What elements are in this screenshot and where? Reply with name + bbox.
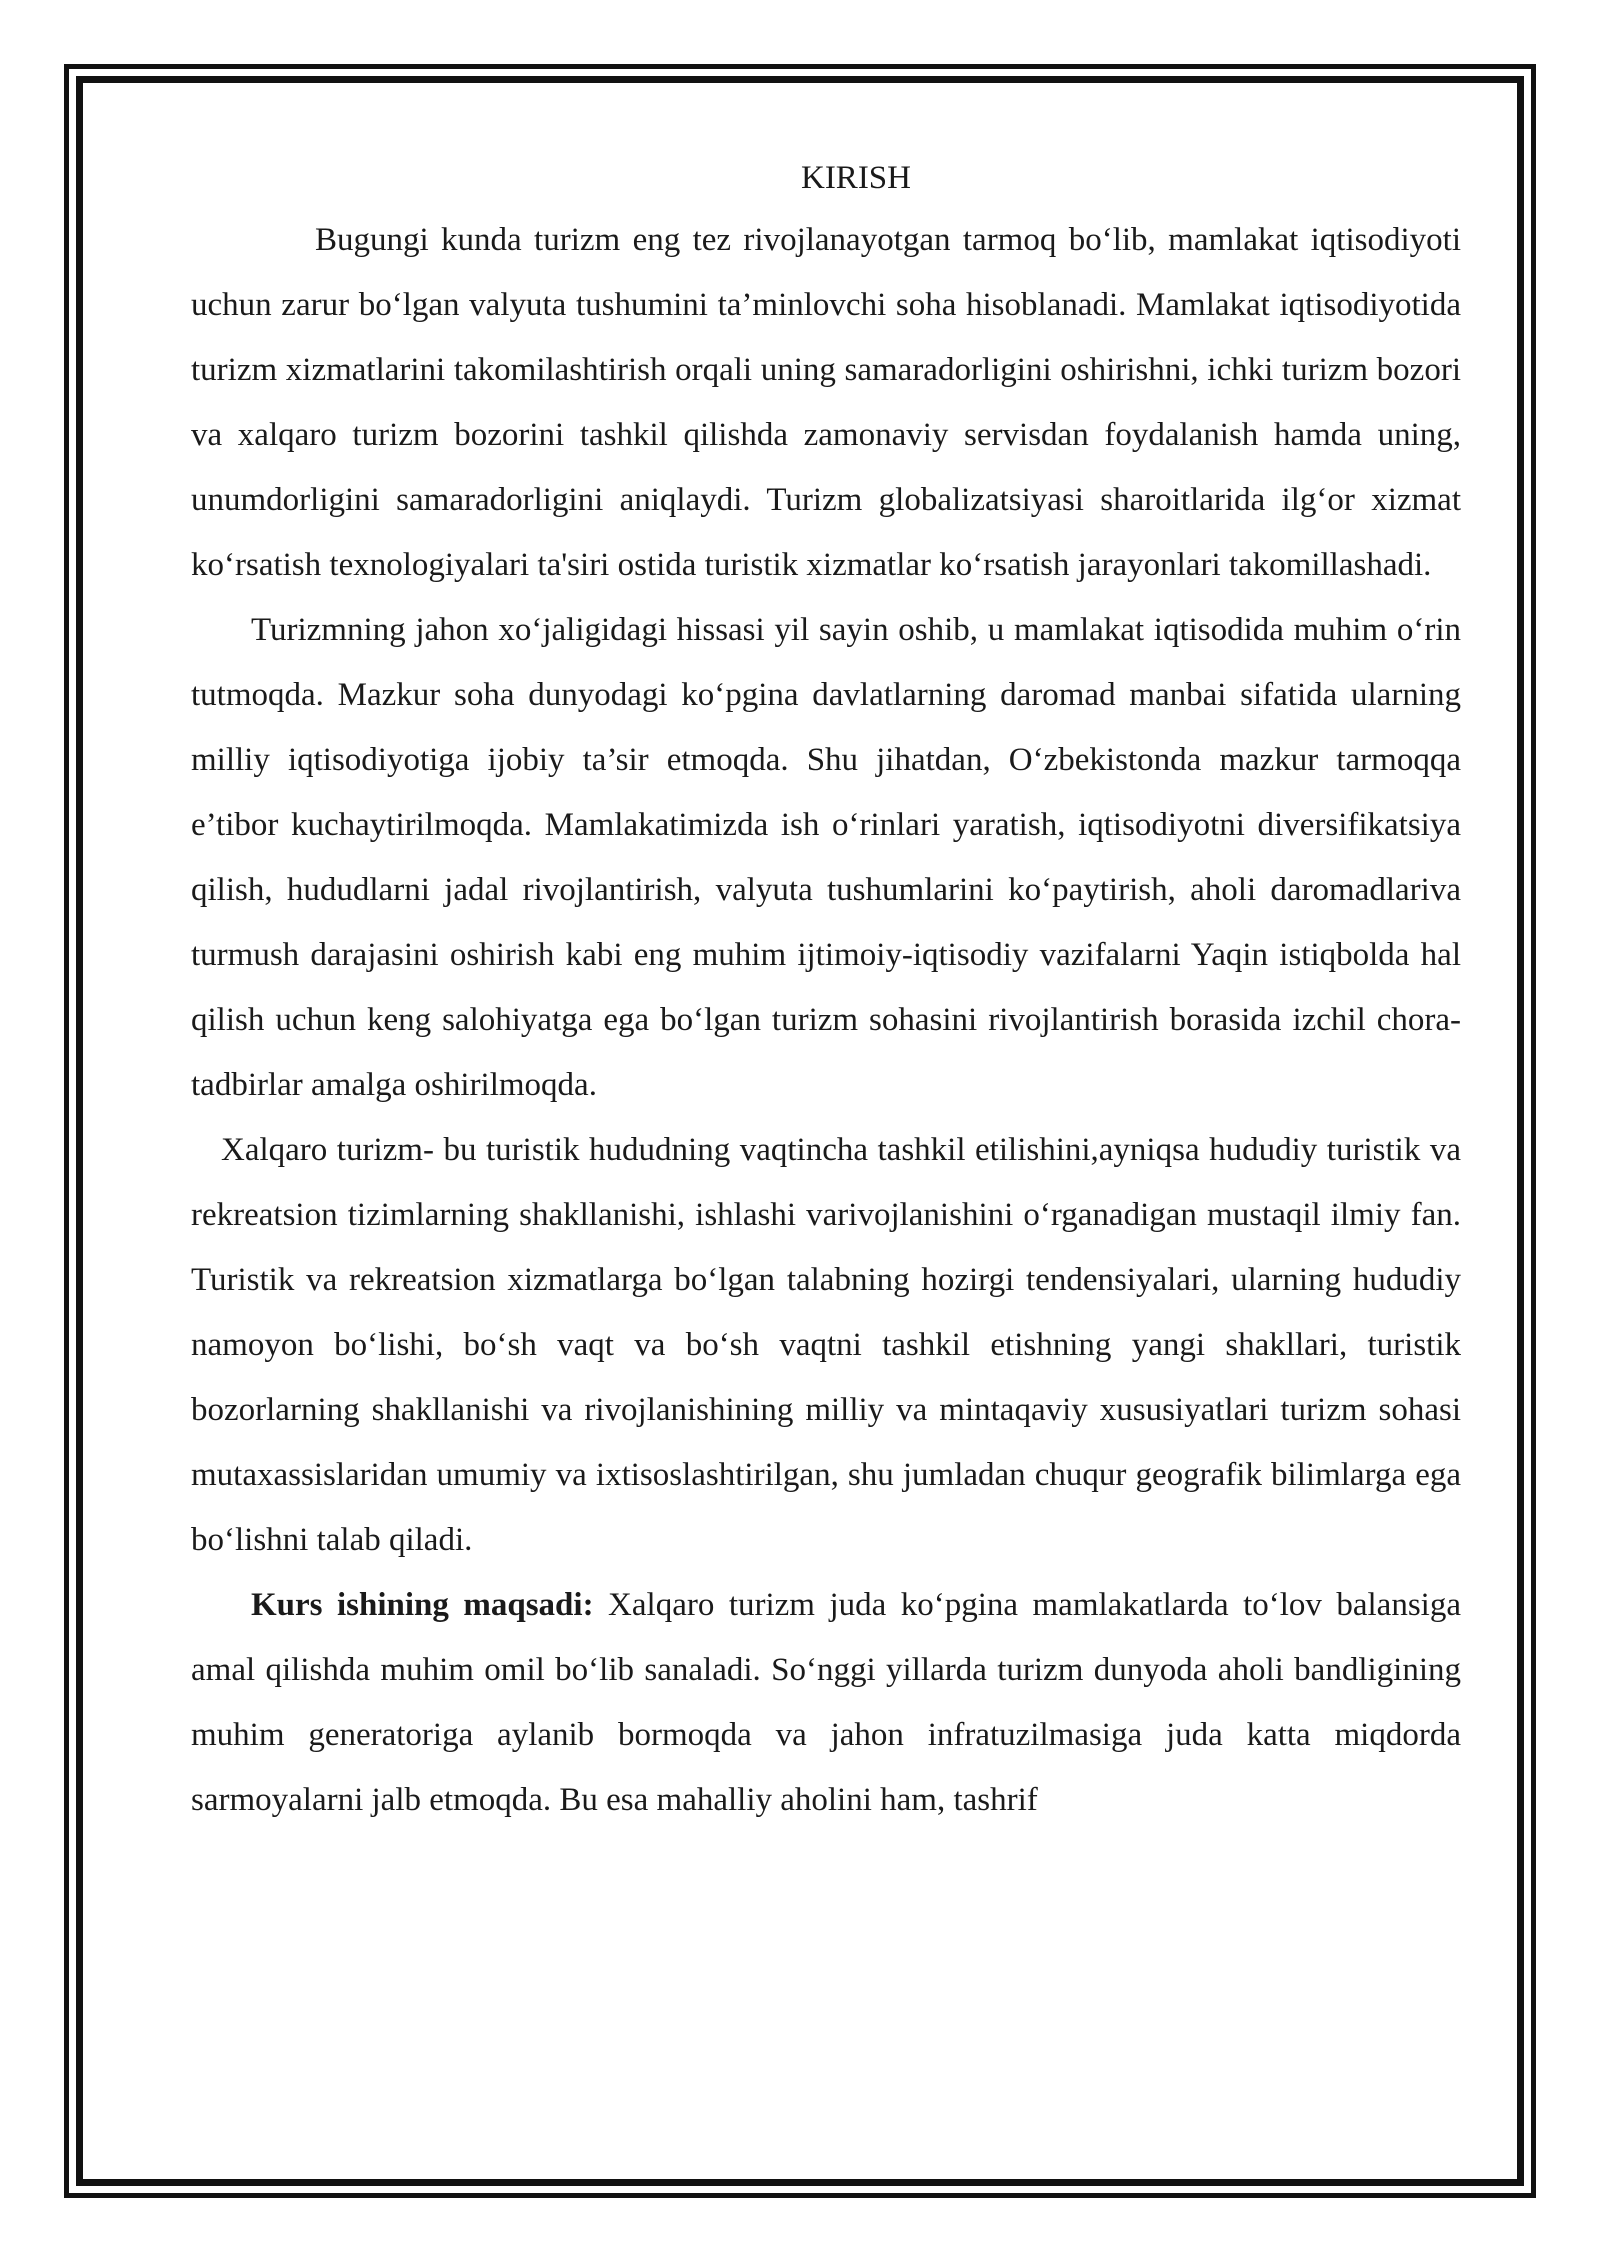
- course-goal-text: Xalqaro turizm juda ko‘pgina mamlakatlarda to‘lov balansiga amal qilishda muhim omil bo‘lib sanaladi. So‘nggi yillarda turizm dunyoda aholi bandligining muhim generatoriga aylanib bormoqda va jahon infratuzilmasiga juda katta miqdorda sarmoyalarni jalb etmoqda. Bu esa mahalliy aholini ham, tashrif: [191, 1587, 1461, 1818]
- course-goal-label: Kurs ishining maqsadi:: [251, 1587, 594, 1623]
- paragraph-2: Turizmning jahon xo‘jaligidagi hissasi yil sayin oshib, u mamlakat iqtisodida muhim o‘rin tutmoqda. Mazkur soha dunyodagi ko‘pgina davlatlarning daromad manbai sifatida ularning milliy iqtisodiyotiga ijobiy ta’sir etmoqda. Shu jihatdan, O‘zbekistonda mazkur tarmoqqa e’tibor kuchaytirilmoqda. Mamlakatimizda ish o‘rinlari yaratish, iqtisodiyotni diversifikatsiya qilish, hududlarni jadal rivojlantirish, valyuta tushumlarini ko‘paytirish, aholi daromadlariva turmush darajasini oshirish kabi eng muhim ijtimoiy-iqtisodiy vazifalarni Yaqin istiqbolda hal qilish uchun keng salohiyatga ega bo‘lgan turizm sohasini rivojlantirish borasida izchil chora-tadbirlar amalga oshirilmoqda.: [191, 612, 1461, 1103]
- paragraph-3: Xalqaro turizm- bu turistik hududning vaqtincha tashkil etilishini,ayniqsa hududiy turistik va rekreatsion tizimlarning shakllanishi, ishlashi varivojlanishini o‘rganadigan mustaqil ilmiy fan. Turistik va rekreatsion xizmatlarga bo‘lgan talabning hozirgi tendensiyalari, ularning hududiy namoyon bo‘lishi, bo‘sh vaqt va bo‘sh vaqtni tashkil etishning yangi shakllari, turistik bozorlarning shakllanishi va rivojlanishining milliy va mintaqaviy xususiyatlari turizm sohasi mutaxassislaridan umumiy va ixtisoslashtirilgan, shu jumladan chuqur geografik bilimlarga ega bo‘lishni talab qiladi.: [191, 1132, 1461, 1558]
- document-title: KIRISH: [800, 160, 911, 196]
- paragraph-1: Bugungi kunda turizm eng tez rivojlanayotgan tarmoq bo‘lib, mamlakat iqtisodiyoti uchun zarur bo‘lgan valyuta tushumini ta’minlovchi soha hisoblanadi. Mamlakat iqtisodiyotida turizm xizmatlarini takomilashtirish orqali uning samaradorligini oshirishni, ichki turizm bozori va xalqaro turizm bozorini tashkil qilishda zamonaviy servisdan foydalanish hamda uning, unumdorligini samaradorligini aniqlaydi. Turizm globalizatsiyasi sharoitlarida ilg‘or xizmat ko‘rsatish texnologiyalari ta'siri ostida turistik xizmatlar ko‘rsatish jarayonlari takomillashadi.: [191, 222, 1461, 583]
- document-body: [191, 148, 1461, 1833]
- paragraph-4: [191, 1573, 1461, 1833]
